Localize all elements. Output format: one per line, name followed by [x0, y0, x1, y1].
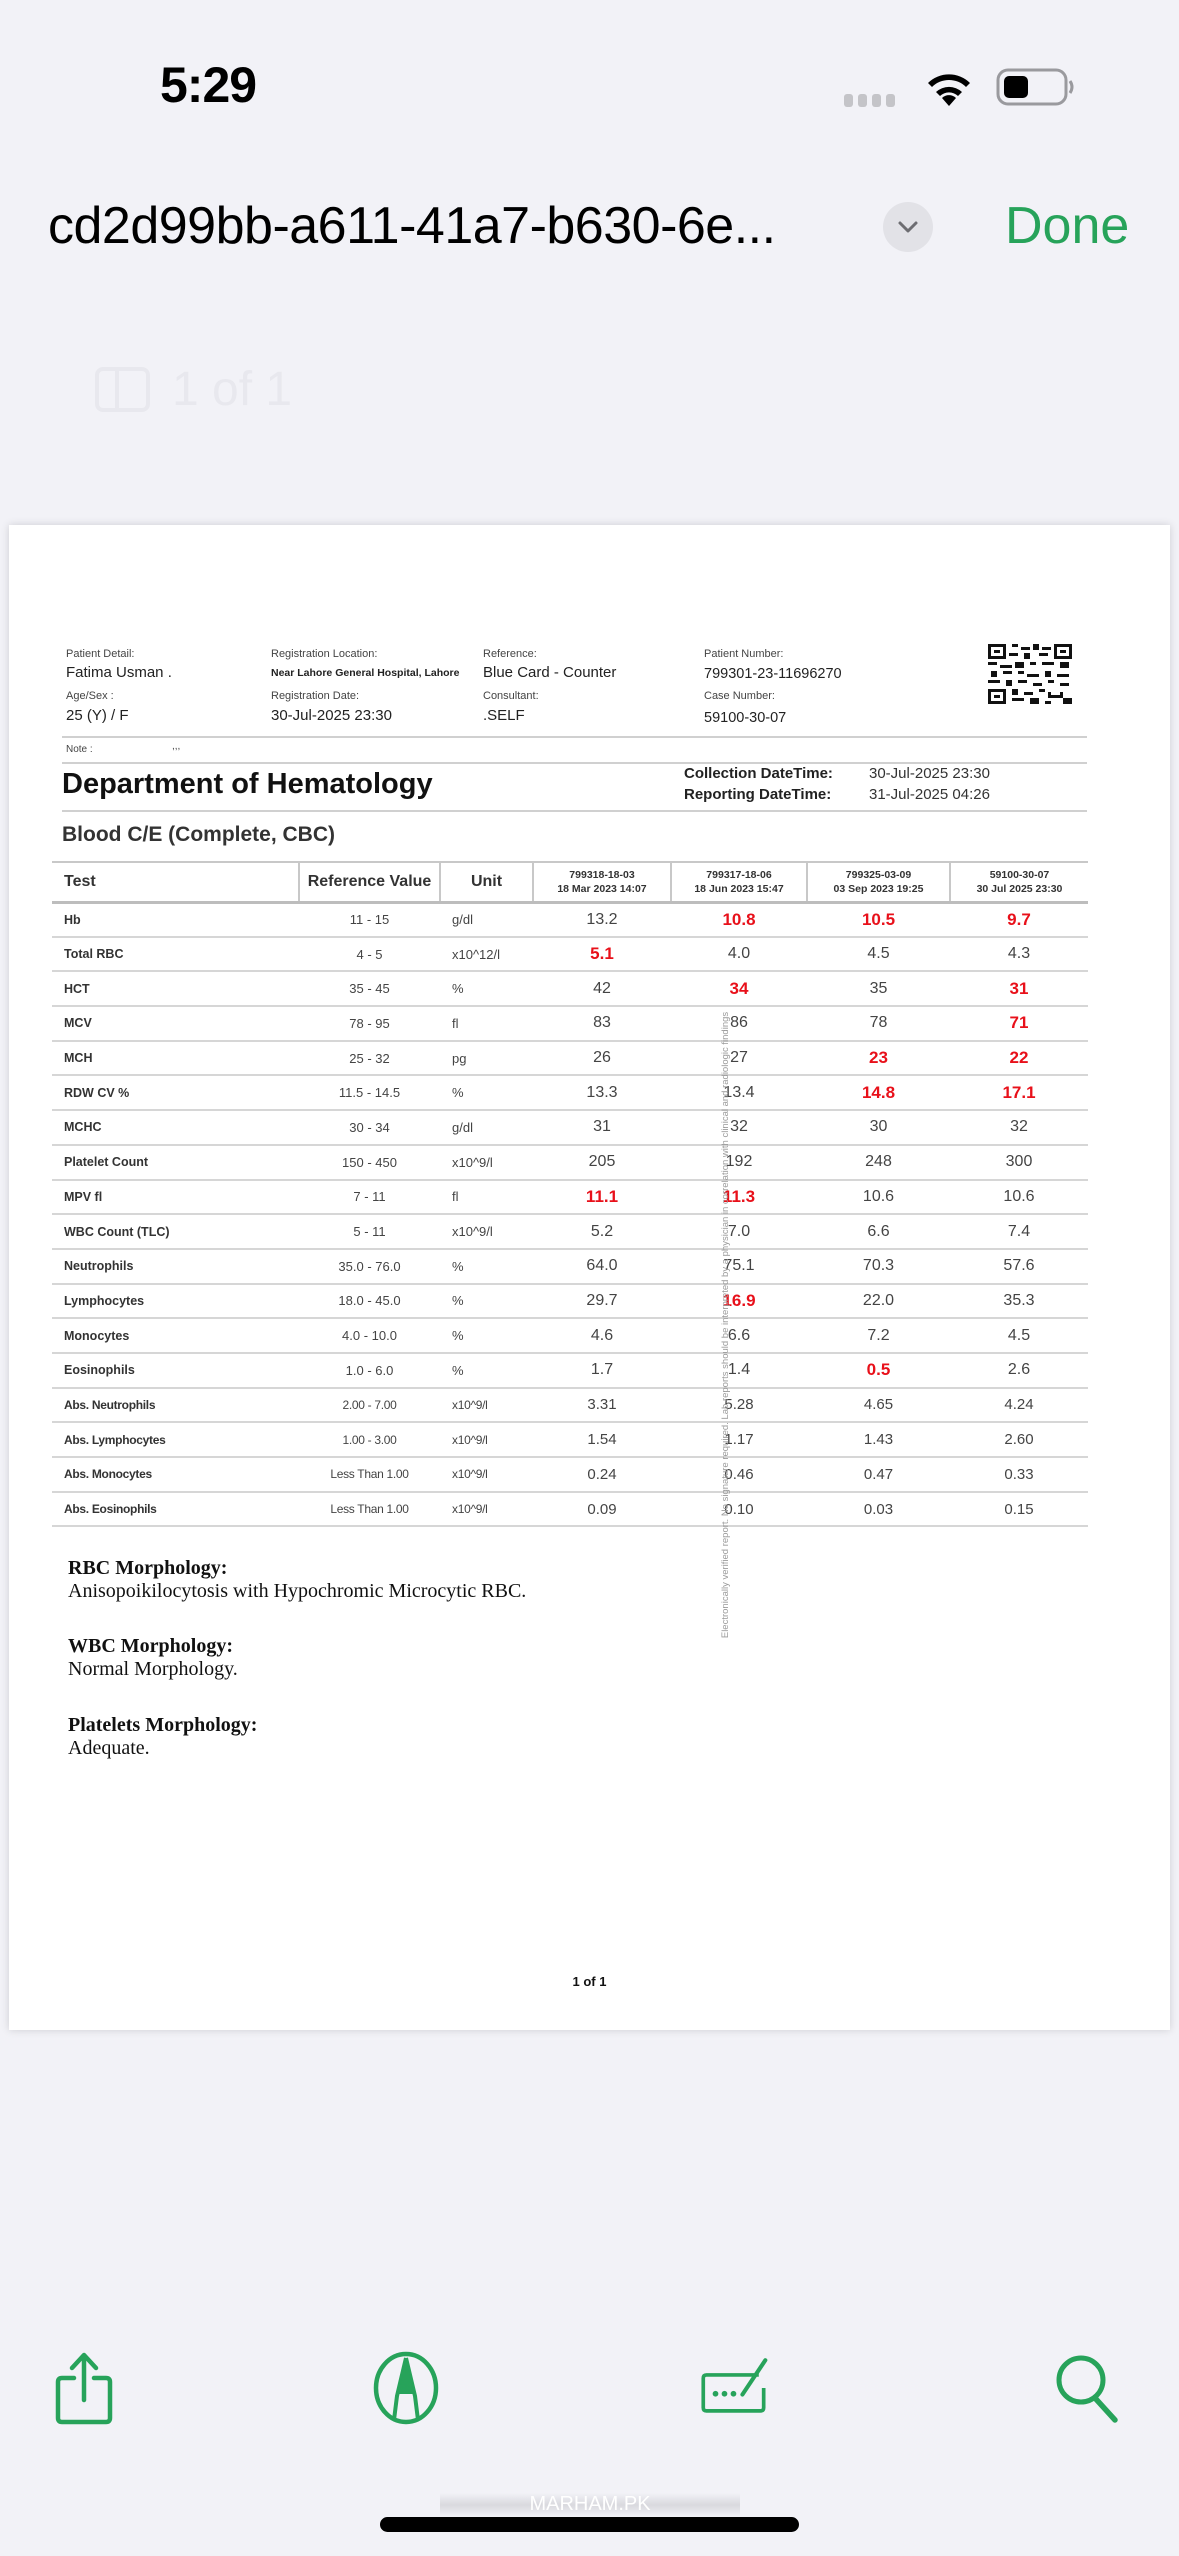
- table-row: [52, 1145, 1088, 1180]
- table-row: [52, 1075, 1088, 1110]
- result-value: 1.4: [671, 1353, 807, 1388]
- result-value: 4.3: [950, 937, 1088, 972]
- header-visit-2: [671, 862, 807, 902]
- result-value: 7.2: [807, 1318, 950, 1353]
- divider: [62, 736, 1087, 738]
- registration-location-label: Registration Location:: [271, 648, 378, 660]
- collection-datetime-value: 30-Jul-2025 23:30: [869, 765, 990, 782]
- visit-id: 799317-18-06: [706, 868, 772, 881]
- result-value: 27: [671, 1041, 807, 1076]
- result-value: 4.5: [807, 937, 950, 972]
- search-icon: [1053, 2350, 1123, 2426]
- verification-note: Electronically verified report. No signature required. Lab reports should be interpreted by a physician in correlation with clinical and radiologic findings: [720, 1011, 731, 1639]
- visit-id: 799325-03-09: [845, 868, 912, 881]
- home-indicator[interactable]: [380, 2517, 799, 2532]
- result-value: 57.6: [950, 1249, 1088, 1284]
- result-value: 0.46: [671, 1457, 807, 1492]
- result-value: 4.0: [671, 937, 807, 972]
- page-indicator-text: 1 of 1: [172, 363, 293, 416]
- test-name: MPV fl: [52, 1180, 299, 1215]
- result-value: 64.0: [533, 1249, 671, 1284]
- table-row: [52, 1318, 1088, 1353]
- case-number-label: Case Number:: [704, 690, 775, 702]
- patient-number-value: 799301-23-11696270: [704, 666, 842, 682]
- header-visit-4: [950, 862, 1088, 902]
- result-value: 1.7: [533, 1353, 671, 1388]
- case-number-value: 59100-30-07: [704, 710, 787, 726]
- reporting-datetime-value: 31-Jul-2025 04:26: [869, 786, 990, 803]
- result-value-abnormal: 10.8: [671, 902, 807, 937]
- morphology-block: [68, 1714, 257, 1760]
- sidebar-icon: [95, 367, 150, 412]
- result-value: 86: [671, 1006, 807, 1041]
- table-row: [52, 1041, 1088, 1076]
- note-value: ,,,: [172, 741, 181, 752]
- visit-date: 18 Jun 2023 15:47: [694, 882, 784, 895]
- pdf-page[interactable]: [9, 525, 1170, 2030]
- test-name: MCV: [52, 1006, 299, 1041]
- unit: fl: [440, 1006, 533, 1041]
- note-label: Note :: [66, 744, 93, 755]
- result-value: 0.09: [533, 1492, 671, 1527]
- result-value: 75.1: [671, 1249, 807, 1284]
- morphology-value: Normal Morphology.: [68, 1658, 238, 1680]
- reference-value: 4 - 5: [299, 937, 440, 972]
- search-button[interactable]: [1048, 2348, 1128, 2428]
- result-value-abnormal: 11.3: [671, 1180, 807, 1215]
- result-value: 13.4: [671, 1075, 807, 1110]
- morphology-block: [68, 1635, 238, 1681]
- result-value: 205: [533, 1145, 671, 1180]
- result-value: 30: [807, 1110, 950, 1145]
- result-value: 6.6: [671, 1318, 807, 1353]
- test-name: Abs. Neutrophils: [52, 1388, 299, 1423]
- unit: g/dl: [440, 1110, 533, 1145]
- morphology-heading: WBC Morphology:: [68, 1635, 233, 1657]
- registration-date-label: Registration Date:: [271, 690, 360, 702]
- result-value: 7.4: [950, 1214, 1088, 1249]
- morphology-heading: RBC Morphology:: [68, 1557, 228, 1579]
- status-time: 5:29: [160, 57, 257, 113]
- result-value: 5.28: [671, 1388, 807, 1423]
- unit: %: [440, 1353, 533, 1388]
- test-name: Lymphocytes: [52, 1284, 299, 1319]
- unit: %: [440, 1075, 533, 1110]
- test-name: Neutrophils: [52, 1249, 299, 1284]
- table-row: [52, 1110, 1088, 1145]
- result-value-abnormal: 71: [950, 1006, 1088, 1041]
- result-value: 4.5: [950, 1318, 1088, 1353]
- result-value: 13.3: [533, 1075, 671, 1110]
- patient-name: Fatima Usman .: [66, 664, 172, 681]
- table-row: [52, 1006, 1088, 1041]
- reference-value: 2.00 - 7.00: [299, 1388, 440, 1423]
- title-menu-button[interactable]: [883, 202, 933, 252]
- result-value-abnormal: 17.1: [950, 1075, 1088, 1110]
- reference-value: 7 - 11: [299, 1180, 440, 1215]
- morphology-value: Adequate.: [68, 1737, 150, 1759]
- header-unit: Unit: [440, 862, 533, 902]
- visit-date: 18 Mar 2023 14:07: [557, 882, 647, 895]
- header-visit-1: [533, 862, 671, 902]
- result-value-abnormal: 34: [671, 971, 807, 1006]
- result-value: 32: [671, 1110, 807, 1145]
- patient-number-label: Patient Number:: [704, 648, 784, 660]
- result-value: 0.33: [950, 1457, 1088, 1492]
- result-value: 22.0: [807, 1284, 950, 1319]
- result-value: 1.43: [807, 1422, 950, 1457]
- reference-value: Less Than 1.00: [299, 1457, 440, 1492]
- divider: [62, 810, 1087, 812]
- table-row: [52, 1249, 1088, 1284]
- unit: %: [440, 971, 533, 1006]
- result-value: 4.24: [950, 1388, 1088, 1423]
- table-row: [52, 971, 1088, 1006]
- test-name: MCH: [52, 1041, 299, 1076]
- result-value: 1.54: [533, 1422, 671, 1457]
- test-name: MCHC: [52, 1110, 299, 1145]
- unit: x10^9/l: [440, 1457, 533, 1492]
- battery-icon: [996, 68, 1076, 106]
- result-value: 3.31: [533, 1388, 671, 1423]
- result-value: 29.7: [533, 1284, 671, 1319]
- unit: x10^12/l: [440, 937, 533, 972]
- reporting-datetime-label: Reporting DateTime:: [684, 786, 832, 803]
- test-name: Platelet Count: [52, 1145, 299, 1180]
- visit-date: 30 Jul 2025 23:30: [976, 882, 1063, 895]
- result-value: 5.2: [533, 1214, 671, 1249]
- chevron-down-icon: [897, 220, 919, 234]
- test-name: HCT: [52, 971, 299, 1006]
- test-name: Total RBC: [52, 937, 299, 972]
- consultant-label: Consultant:: [483, 690, 539, 702]
- result-value: 1.17: [671, 1422, 807, 1457]
- result-value: 0.47: [807, 1457, 950, 1492]
- page-number-footer: 1 of 1: [572, 1974, 607, 1989]
- result-value: 42: [533, 971, 671, 1006]
- result-value: 78: [807, 1006, 950, 1041]
- reference-value: Blue Card - Counter: [483, 664, 617, 681]
- test-name: RDW CV %: [52, 1075, 299, 1110]
- result-value: 0.03: [807, 1492, 950, 1527]
- test-name: Abs. Eosinophils: [52, 1492, 299, 1527]
- unit: x10^9/l: [440, 1388, 533, 1423]
- unit: g/dl: [440, 902, 533, 937]
- reference-value: Less Than 1.00: [299, 1492, 440, 1527]
- watermark: MARHAM.PK: [440, 2493, 740, 2517]
- result-value: 13.2: [533, 902, 671, 937]
- result-value: 70.3: [807, 1249, 950, 1284]
- table-row: [52, 1457, 1088, 1492]
- header-test: Test: [52, 862, 299, 902]
- reference-value: 1.00 - 3.00: [299, 1422, 440, 1457]
- age-sex-label: Age/Sex :: [66, 690, 114, 702]
- visit-id: 59100-30-07: [989, 868, 1050, 881]
- cellular-signal-icon: [844, 94, 895, 107]
- reference-value: 150 - 450: [299, 1145, 440, 1180]
- divider: [62, 762, 1087, 764]
- result-value: 0.15: [950, 1492, 1088, 1527]
- markup-button[interactable]: [366, 2348, 446, 2428]
- reference-value: 18.0 - 45.0: [299, 1284, 440, 1319]
- result-value-abnormal: 22: [950, 1041, 1088, 1076]
- result-value: 26: [533, 1041, 671, 1076]
- reference-value: 35 - 45: [299, 971, 440, 1006]
- result-value-abnormal: 11.1: [533, 1180, 671, 1215]
- result-value: 192: [671, 1145, 807, 1180]
- document-title[interactable]: cd2d99bb-a611-41a7-b630-6e...: [48, 197, 776, 255]
- department-title: Department of Hematology: [62, 768, 433, 800]
- result-value: 2.60: [950, 1422, 1088, 1457]
- wifi-icon: [924, 66, 974, 108]
- table-row: [52, 1388, 1088, 1423]
- result-value: 0.24: [533, 1457, 671, 1492]
- unit: x10^9/l: [440, 1492, 533, 1527]
- collection-datetime-label: Collection DateTime:: [684, 765, 833, 782]
- result-value: 0.10: [671, 1492, 807, 1527]
- reference-label: Reference:: [483, 648, 537, 660]
- registration-date-value: 30-Jul-2025 23:30: [271, 707, 392, 724]
- table-row: [52, 937, 1088, 972]
- signature-button[interactable]: [700, 2348, 780, 2428]
- table-row: [52, 1284, 1088, 1319]
- registration-location-value: Near Lahore General Hospital, Lahore: [271, 667, 460, 679]
- result-value: 10.6: [807, 1180, 950, 1215]
- header-reference: Reference Value: [299, 862, 440, 902]
- age-sex-value: 25 (Y) / F: [66, 707, 129, 724]
- result-value-abnormal: 10.5: [807, 902, 950, 937]
- morphology-block: [68, 1557, 526, 1603]
- unit: x10^9/l: [440, 1145, 533, 1180]
- table-row: [52, 1492, 1088, 1527]
- consultant-value: .SELF: [483, 707, 525, 724]
- test-name: WBC Count (TLC): [52, 1214, 299, 1249]
- unit: x10^9/l: [440, 1214, 533, 1249]
- result-value: 32: [950, 1110, 1088, 1145]
- result-value: 4.6: [533, 1318, 671, 1353]
- reference-value: 4.0 - 10.0: [299, 1318, 440, 1353]
- morphology-heading: Platelets Morphology:: [68, 1714, 258, 1736]
- result-value: 35: [807, 971, 950, 1006]
- table-row: [52, 902, 1088, 937]
- share-icon: [52, 2350, 116, 2426]
- reference-value: 78 - 95: [299, 1006, 440, 1041]
- test-name: Abs. Lymphocytes: [52, 1422, 299, 1457]
- result-value: 248: [807, 1145, 950, 1180]
- header-visit-3: [807, 862, 950, 902]
- reference-value: 5 - 11: [299, 1214, 440, 1249]
- result-value: 300: [950, 1145, 1088, 1180]
- table-row: [52, 1180, 1088, 1215]
- result-value-abnormal: 23: [807, 1041, 950, 1076]
- unit: %: [440, 1284, 533, 1319]
- unit: %: [440, 1318, 533, 1353]
- reference-value: 1.0 - 6.0: [299, 1353, 440, 1388]
- table-row: [52, 1214, 1088, 1249]
- result-value-abnormal: 9.7: [950, 902, 1088, 937]
- done-button[interactable]: Done: [1005, 197, 1130, 255]
- result-value-abnormal: 31: [950, 971, 1088, 1006]
- table-row: [52, 1422, 1088, 1457]
- unit: pg: [440, 1041, 533, 1076]
- markup-pen-icon: [371, 2350, 441, 2426]
- visit-id: 799318-18-03: [569, 868, 635, 881]
- table-row: [52, 1353, 1088, 1388]
- result-value-abnormal: 14.8: [807, 1075, 950, 1110]
- reference-value: 11.5 - 14.5: [299, 1075, 440, 1110]
- morphology-value: Anisopoikilocytosis with Hypochromic Microcytic RBC.: [68, 1580, 527, 1602]
- result-value-abnormal: 0.5: [807, 1353, 950, 1388]
- test-name: Hb: [52, 902, 299, 937]
- reference-value: 30 - 34: [299, 1110, 440, 1145]
- test-title: Blood C/E (Complete, CBC): [62, 823, 335, 846]
- result-value: 31: [533, 1110, 671, 1145]
- visit-date: 03 Sep 2023 19:25: [833, 882, 924, 895]
- reference-value: 25 - 32: [299, 1041, 440, 1076]
- unit: fl: [440, 1180, 533, 1215]
- unit: %: [440, 1249, 533, 1284]
- unit: x10^9/l: [440, 1422, 533, 1457]
- page-indicator: [95, 362, 292, 417]
- results-table: [52, 861, 1088, 1527]
- result-value: 7.0: [671, 1214, 807, 1249]
- test-name: Eosinophils: [52, 1353, 299, 1388]
- result-value: 4.65: [807, 1388, 950, 1423]
- reference-value: 35.0 - 76.0: [299, 1249, 440, 1284]
- result-value: 10.6: [950, 1180, 1088, 1215]
- result-value-abnormal: 5.1: [533, 937, 671, 972]
- signature-icon: [700, 2350, 780, 2426]
- qr-code-icon: [988, 644, 1072, 704]
- result-value: 83: [533, 1006, 671, 1041]
- patient-detail-label: Patient Detail:: [66, 648, 135, 660]
- result-value-abnormal: 16.9: [671, 1284, 807, 1319]
- result-value: 35.3: [950, 1284, 1088, 1319]
- reference-value: 11 - 15: [299, 902, 440, 937]
- test-name: Monocytes: [52, 1318, 299, 1353]
- share-button[interactable]: [44, 2348, 124, 2428]
- result-value: 6.6: [807, 1214, 950, 1249]
- test-name: Abs. Monocytes: [52, 1457, 299, 1492]
- result-value: 2.6: [950, 1353, 1088, 1388]
